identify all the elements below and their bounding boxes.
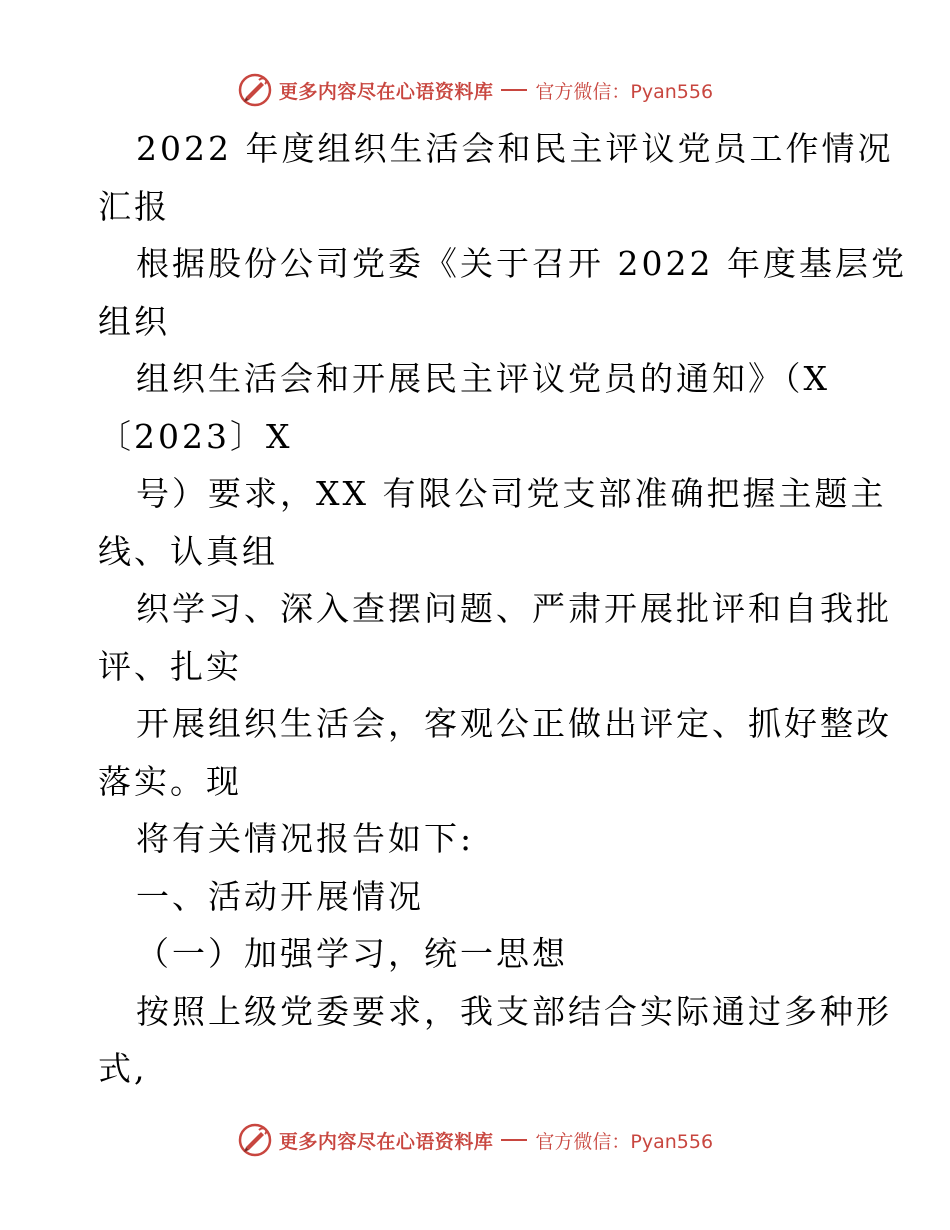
pen-logo-icon <box>237 1122 273 1158</box>
text-line: 根据股份公司党委《关于召开 2022 年度基层党 <box>136 244 907 283</box>
header-watermark <box>0 70 950 110</box>
text-line: 汇报 <box>98 186 170 226</box>
watermark-wechat: 官方微信：Pyan556 <box>535 80 714 103</box>
text-line: 落实。现 <box>98 761 242 801</box>
text-line: 开展组织生活会，客观公正做出评定、抓好整改 <box>136 704 892 743</box>
pen-logo-icon <box>237 72 273 108</box>
text-line: 将有关情况报告如下: <box>136 819 475 858</box>
text-line: 式, <box>98 1049 148 1088</box>
text-line: 〔2023〕X <box>98 416 293 456</box>
section-heading: 一、活动开展情况 <box>136 876 424 916</box>
text-line: 线、认真组 <box>98 531 278 571</box>
text-line: 按照上级党委要求，我支部结合实际通过多种形 <box>136 991 892 1031</box>
text-line: 织学习、深入查摆问题、严肃开展批评和自我批 <box>136 589 892 628</box>
watermark-wechat: 官方微信：Pyan556 <box>535 1130 714 1153</box>
text-line: 组织生活会和开展民主评议党员的通知》（X <box>136 359 830 398</box>
text-line: 号）要求，XX 有限公司党支部准确把握主题主 <box>136 474 887 513</box>
text-line: 组织 <box>98 301 170 341</box>
watermark-dash <box>501 1139 527 1141</box>
watermark-text: 更多内容尽在心语资料库 <box>278 1130 494 1153</box>
watermark-dash <box>501 89 527 91</box>
subsection-heading: （一）加强学习，统一思想 <box>136 934 568 973</box>
footer-watermark <box>0 1120 950 1160</box>
watermark-text: 更多内容尽在心语资料库 <box>278 80 494 103</box>
text-line: 评、扎实 <box>98 646 242 686</box>
document-body <box>98 120 907 1098</box>
text-line: 2022 年度组织生活会和民主评议党员工作情况 <box>136 129 894 168</box>
